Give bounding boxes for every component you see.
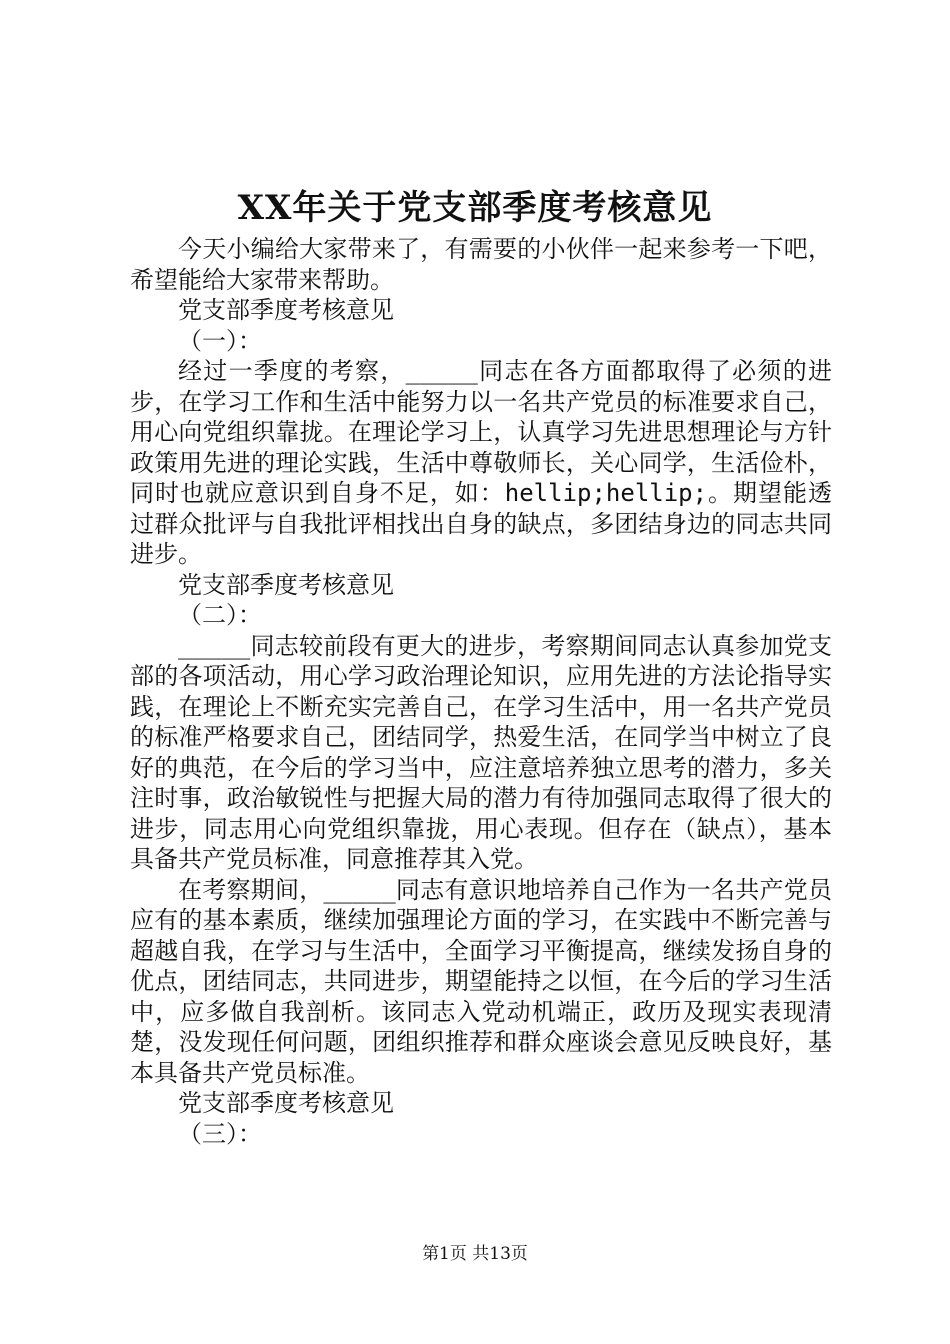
body-paragraph: _____同志较前段有更大的进步，考察期间同志认真参加党支部的各项活动，用心学习政治理论知识，应用先进的方法论指导实践，在理论上不断充实完善自己，在学习生活中，用一名共产党员的标准严格要求自己，团结同学，热爱生活，在同学当中树立了良好的典范，在今后的学习当中，应注意培养独立思考的潜力，多关注时事，政治敏锐性与把握大局的潜力有待加强同志取得了很大的进步，同志用心向党组织靠拢，用心表现。但存在（缺点），基本具备共产党员标准，同意推荐其入党。 [130, 631, 832, 873]
section-heading: 党支部季度考核意见 [178, 296, 394, 324]
section-heading: 党支部季度考核意见 [178, 1089, 394, 1117]
section-number: （三）： [178, 1119, 262, 1148]
body-paragraph: 在考察期间，_____同志有意识地培养自己作为一名共产党员应有的基本素质，继续加强理论方面的学习，在实践中不断完善与超越自我，在学习与生活中，全面学习平衡提高，继续发扬自身的优点，团结同志，共同进步，期望能持之以恒，在今后的学习生活中，应多做自我剖析。该同志入党动机端正，政历及现实表现清楚，没发现任何问题，团组织推荐和群众座谈会意见反映良好，基本具备共产党员标准。 [130, 875, 832, 1087]
intro-paragraph: 今天小编给大家带来了，有需要的小伙伴一起来参考一下吧，希望能给大家带来帮助。 [130, 235, 832, 294]
body-paragraph: 经过一季度的考察，_____同志在各方面都取得了必须的进步，在学习工作和生活中能努力以一名共产党员的标准要求自己，用心向党组织靠拢。在理论学习上，认真学习先进思想理论与方针政策用先进的理论实践，生活中尊敬师长，关心同学，生活俭朴，同时也就应意识到自身不足，如：hellip;hellip;。期望能透过群众批评与自我批评相找出自身的缺点，多团结身边的同志共同进步。 [130, 357, 832, 568]
page-footer: 第1页 共13页 [422, 1244, 528, 1264]
section-heading: 党支部季度考核意见 [178, 570, 394, 599]
document-title: XX年关于党支部季度考核意见 [237, 188, 713, 228]
section-number: （一）： [178, 326, 262, 355]
document-body [130, 234, 832, 1149]
section-number: （二）： [178, 601, 262, 629]
